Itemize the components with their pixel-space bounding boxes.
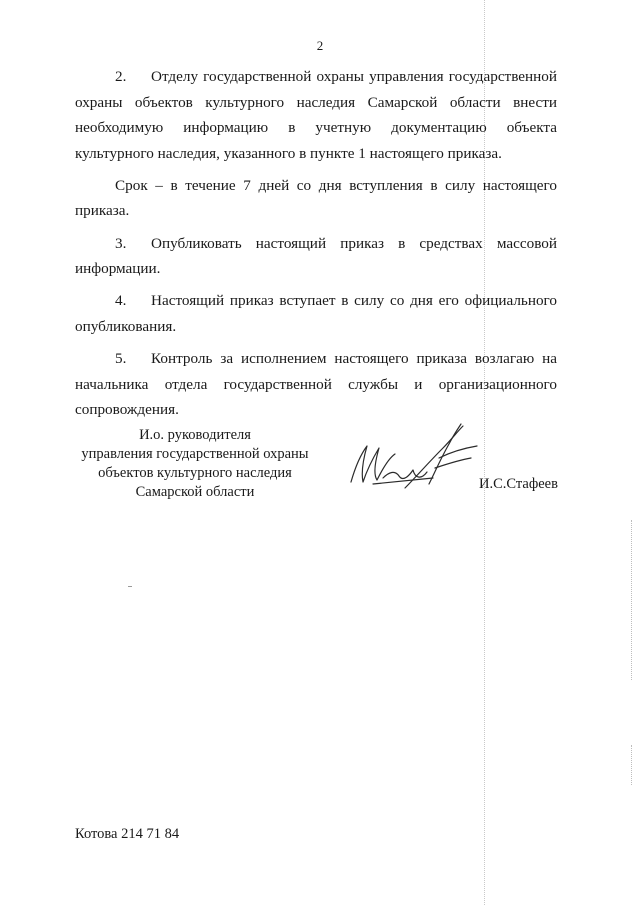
paragraph [75,64,557,166]
scan-speck [128,586,132,587]
paragraph-number: 5. [115,349,127,367]
paragraph-text: Опубликовать настоящий приказ в средствах массовой информации. [75,234,557,278]
signature-block [75,426,558,506]
paragraph-text: Срок – в течение 7 дней со дня вступления в силу настоящего приказа. [75,176,557,220]
signatory-name: И.С.Стафеев [479,476,558,492]
paragraph-number: 4. [115,292,127,310]
scan-edge-mark [631,745,632,785]
scan-edge-mark [631,520,632,680]
signatory-title-line: управления государственной охраны [81,446,309,462]
signatory-title [75,426,315,502]
paragraph-number: 3. [115,234,127,252]
paragraph [75,288,557,339]
paragraph [75,173,557,224]
executor-contact: Котова 214 71 84 [75,826,180,842]
document-body [75,64,557,429]
paragraph-text: Отделу государственной охраны управления государственной охраны объектов культурного наследия Самарской области внести необходимую информацию в учетную документацию объекта культурного наследия, указанного в пункте 1 настоящего приказа. [75,68,557,162]
paragraph [75,231,557,282]
paragraph [75,346,557,423]
paragraph-text: Контроль за исполнением настоящего приказа возлагаю на начальника отдела государственной службы и организационного сопровождения. [75,349,557,419]
signatory-title-line: Самарской области [135,484,255,500]
signatory-title-line: И.о. руководителя [139,427,251,443]
page-number: 2 [316,38,324,53]
signatory-title-line: объектов культурного наследия [98,465,292,481]
handwritten-signature [343,418,483,498]
paragraph-text: Настоящий приказ вступает в силу со дня его официального опубликования. [75,292,557,335]
paragraph-number: 2. [115,68,127,85]
